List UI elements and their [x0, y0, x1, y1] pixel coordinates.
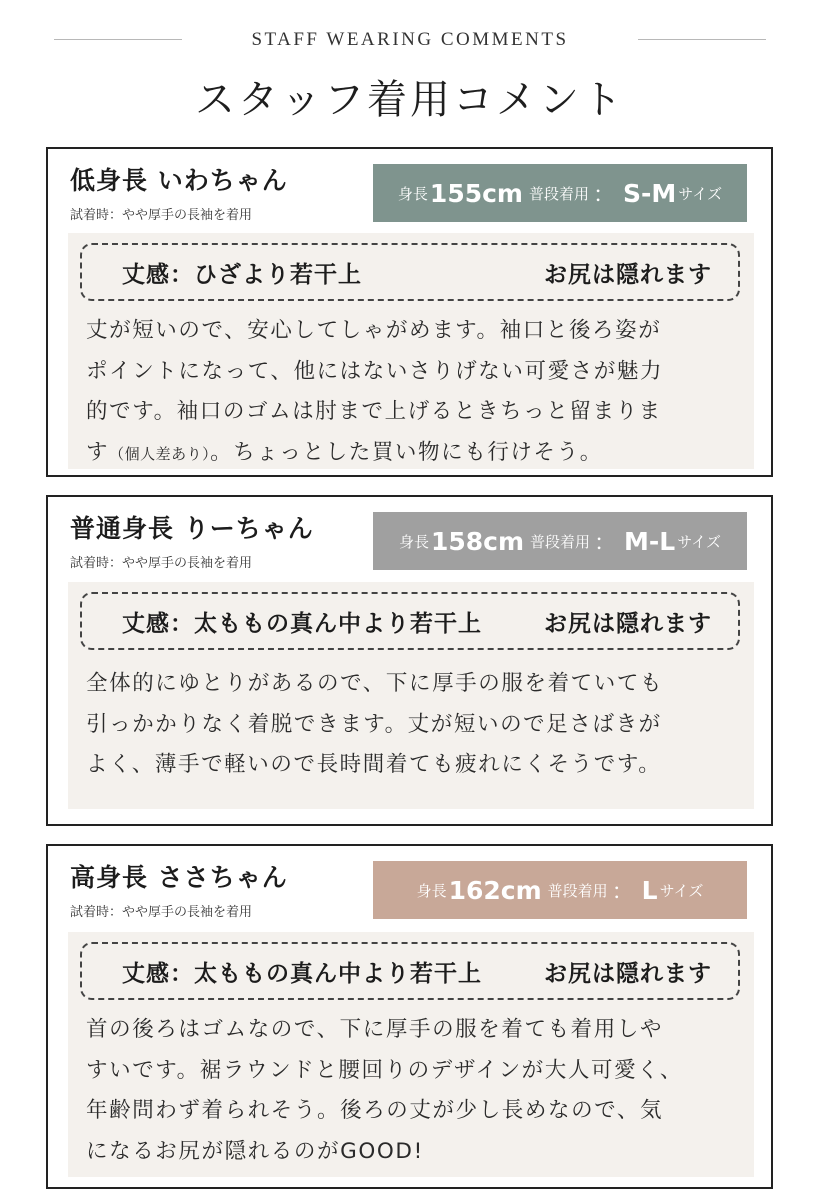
staff-card-iwa: [46, 147, 773, 477]
height-value: 155cm: [429, 178, 523, 208]
fitting-note: 試着時：やや厚手の長袖を着用: [70, 905, 253, 920]
comment-line: 首の後ろはゴムなので、下に厚手の服を着ても着用しや: [86, 1017, 664, 1042]
usual-size-value: L: [641, 875, 658, 905]
comment-text: 。ちょっとした買い物にも行けそう。: [210, 439, 603, 465]
comment-aside: （個人差あり）: [109, 444, 211, 463]
comment-panel: [68, 932, 754, 1177]
fit-summary-box: [80, 942, 740, 1000]
staff-card-rii: [46, 495, 773, 826]
size-suffix: サイズ: [677, 532, 722, 551]
size-badge: [373, 164, 747, 222]
size-badge: [373, 512, 747, 570]
staff-comment: [86, 311, 746, 474]
fitting-note: 試着時：やや厚手の長袖を着用: [70, 208, 253, 223]
usual-size-label: 普段着用: [547, 881, 608, 900]
comment-line: 丈が短いので、安心してしゃがめます。袖口と後ろ姿が: [86, 318, 662, 343]
comment-panel: [68, 582, 754, 809]
hip-coverage: お尻は隠れます: [544, 261, 712, 288]
usual-size-value: S-M: [623, 178, 677, 208]
staff-name: 低身長 いわちゃん: [70, 166, 288, 195]
size-suffix: サイズ: [678, 184, 723, 203]
staff-name: 高身長 ささちゃん: [70, 863, 288, 892]
height-value: 162cm: [448, 875, 542, 905]
comment-text: す: [86, 439, 110, 465]
comment-line: 引っかかりなく着脱できます。丈が短いので足さばきが: [86, 711, 662, 737]
fitting-note: 試着時：やや厚手の長袖を着用: [70, 556, 253, 571]
staff-name: 普通身長 りーちゃん: [70, 514, 314, 543]
height-value: 158cm: [430, 526, 525, 556]
fit-summary-box: [80, 592, 740, 650]
usual-size-label: 普段着用: [530, 532, 591, 551]
height-label: 身長: [398, 532, 429, 551]
header-rule-right: [638, 39, 766, 40]
size-badge: [373, 861, 747, 919]
hip-coverage: お尻は隠れます: [544, 960, 712, 987]
comment-line: すいです。裾ラウンドと腰回りのデザインが大人可愛く、: [86, 1057, 683, 1083]
badge-colon: ：: [593, 182, 616, 208]
size-suffix: サイズ: [659, 881, 704, 900]
page-title: スタッフ着用コメント: [195, 77, 625, 123]
badge-colon: ：: [611, 879, 634, 905]
comment-line: 的です。袖口のゴムは肘まで上げるときちっと留まりま: [86, 399, 662, 424]
hip-coverage: お尻は隠れます: [544, 610, 712, 637]
staff-card-sasa: [46, 844, 773, 1189]
length-fit: 丈感：太ももの真ん中より若干上: [122, 610, 482, 637]
page-header: [0, 0, 820, 140]
staff-comment: [86, 664, 746, 786]
section-title-en: STAFF WEARING COMMENTS: [251, 29, 569, 50]
comment-panel: [68, 233, 754, 469]
length-fit: 丈感：ひざより若干上: [122, 261, 362, 288]
comment-line: ポイントになって、他にはないさりげない可愛さが魅力: [86, 358, 664, 384]
height-label: 身長: [397, 184, 428, 203]
badge-colon: ：: [594, 530, 617, 556]
comment-line: 全体的にゆとりがあるので、下に厚手の服を着ていても: [86, 671, 664, 696]
comment-line: よく、薄手で軽いので長時間着ても疲れにくそうです。: [86, 752, 662, 777]
comment-line: 年齢問わず着られそう。後ろの丈が少し長めなので、気: [86, 1098, 664, 1123]
usual-size-value: M-L: [624, 526, 676, 556]
fit-summary-box: [80, 243, 740, 301]
length-fit: 丈感：太ももの真ん中より若干上: [122, 960, 482, 987]
height-label: 身長: [416, 881, 447, 900]
comment-line: [86, 433, 746, 475]
comment-line: になるお尻が隠れるのがGOOD!: [86, 1138, 424, 1164]
usual-size-label: 普段着用: [528, 184, 589, 203]
staff-comment: [86, 1010, 746, 1172]
